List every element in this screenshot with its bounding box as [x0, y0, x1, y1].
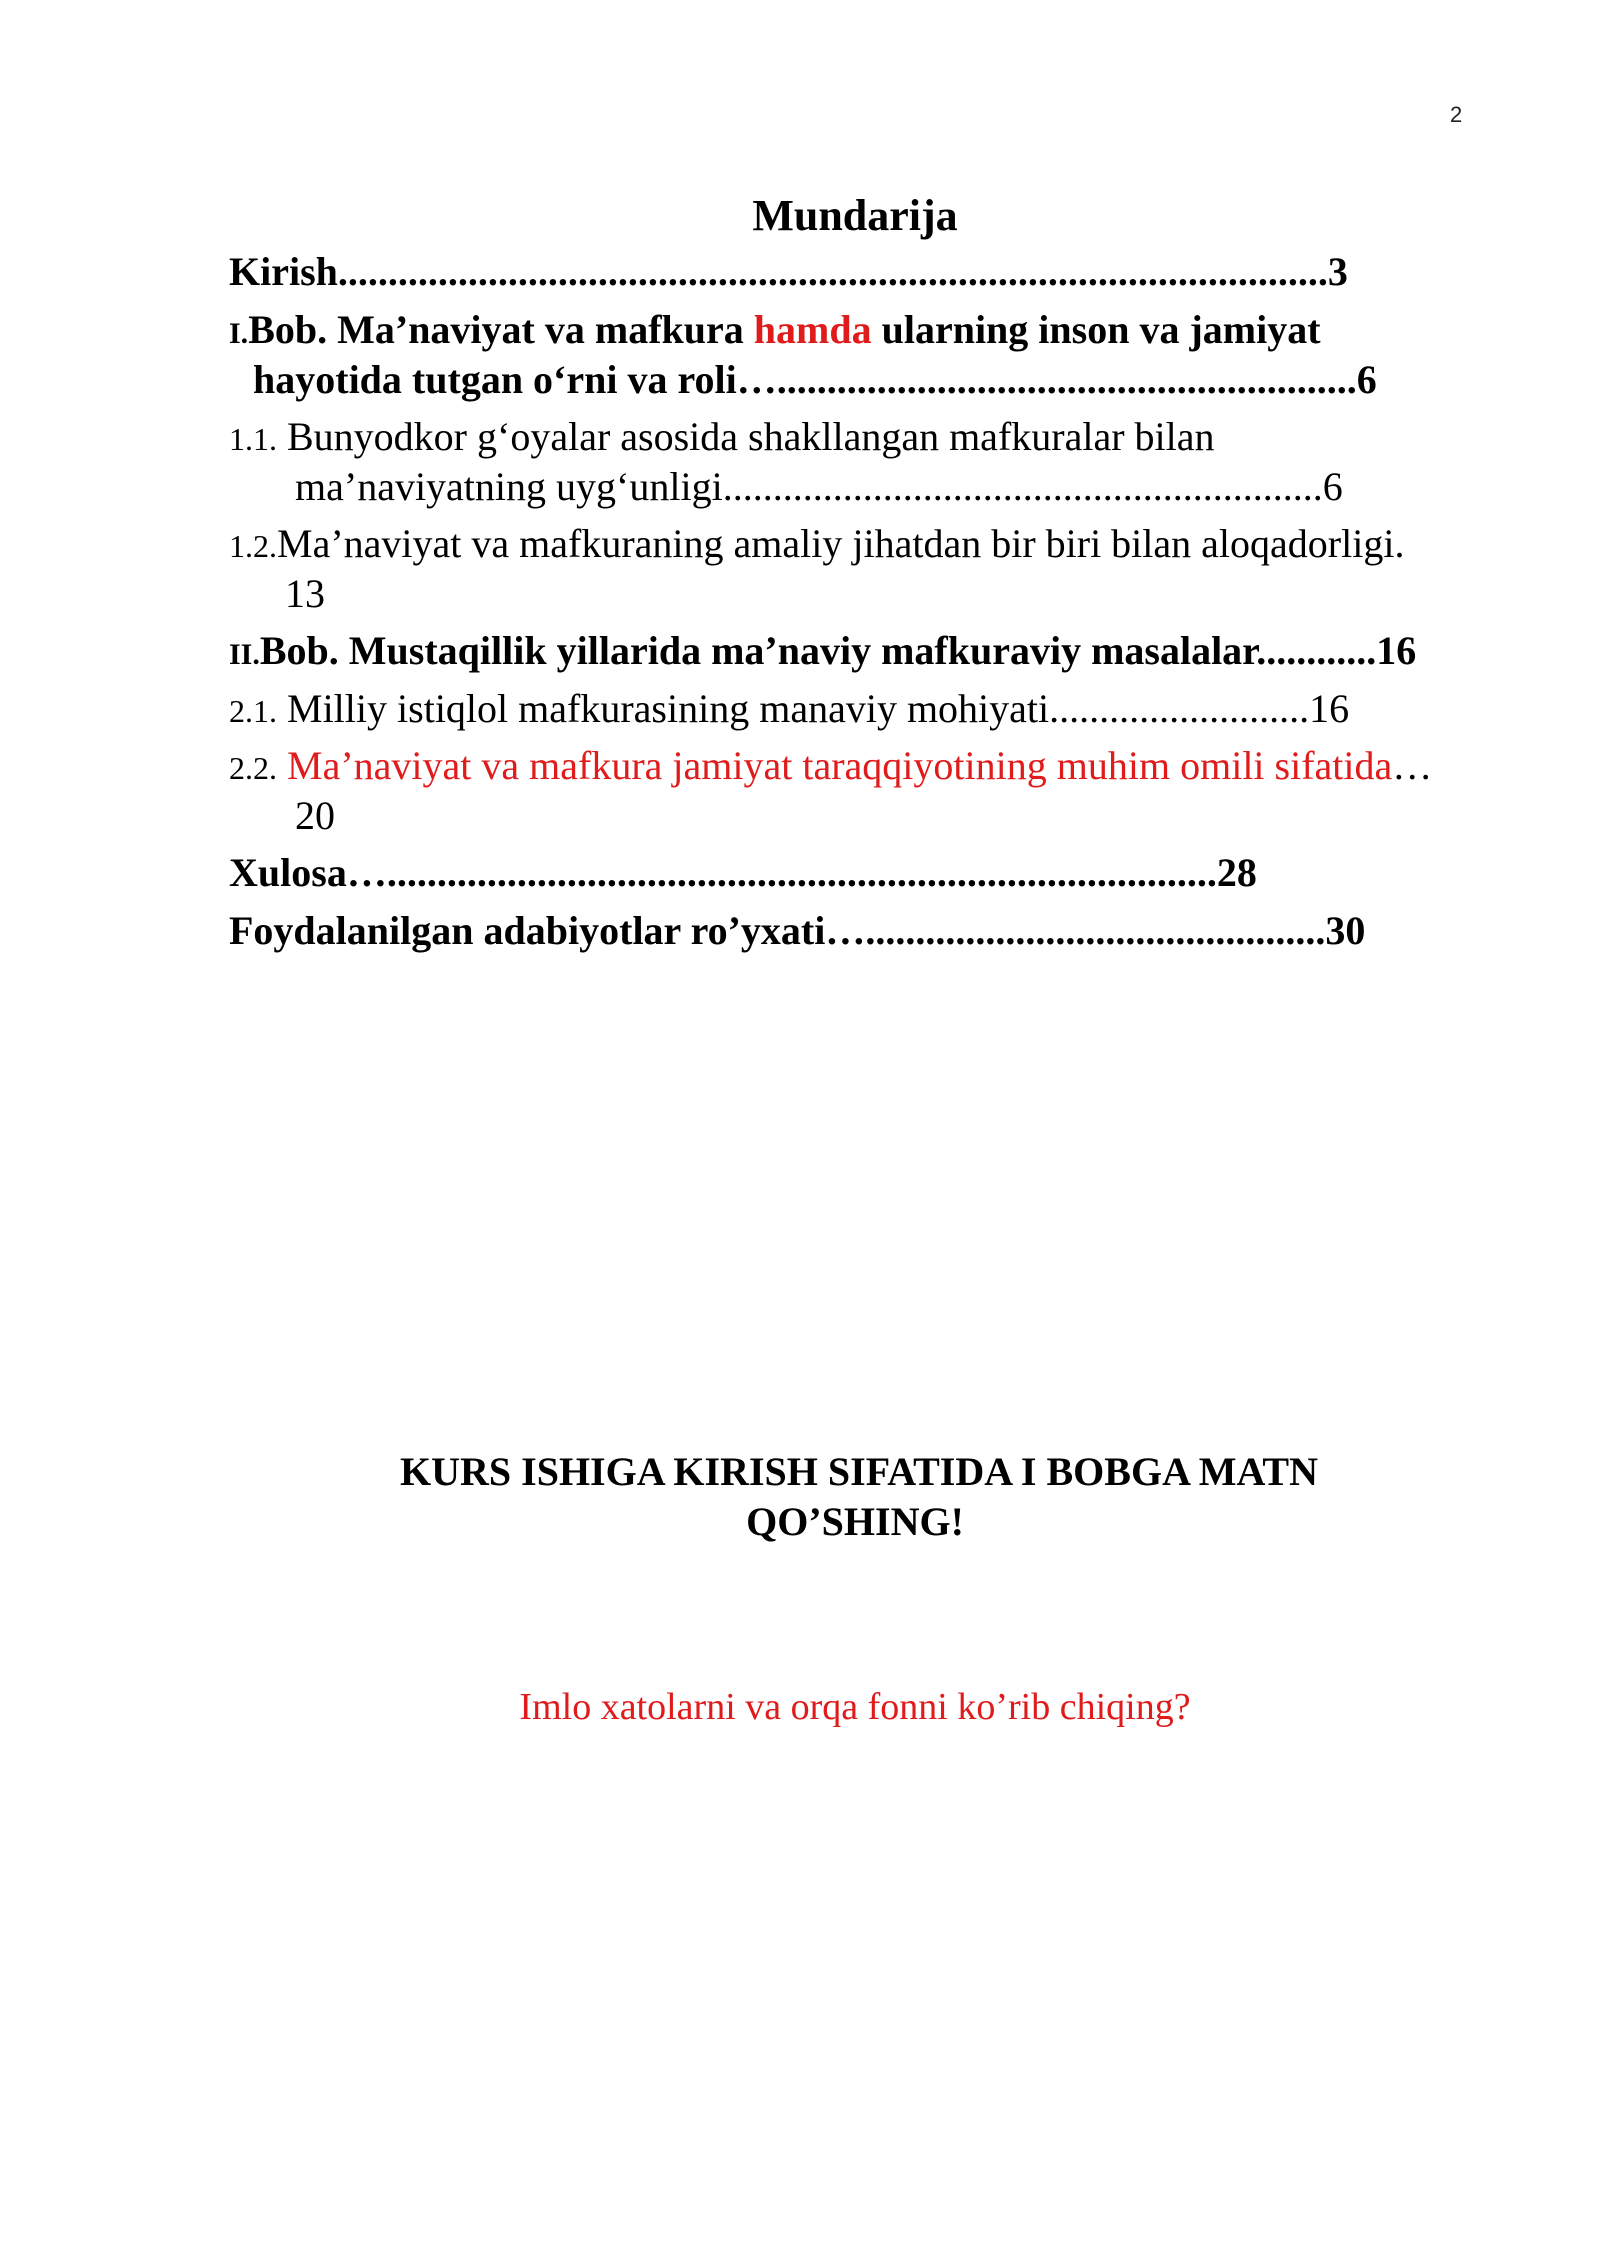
toc-entry-label: Ma’naviyat va mafkuraning amaliy jihatdan bir biri bilan aloqadorligi.	[277, 521, 1405, 566]
toc-entry-label: Kirish	[229, 249, 338, 294]
toc-entry-section-1-1	[229, 412, 1215, 464]
toc-section-number: 1.1.	[229, 421, 277, 457]
page-number: 2	[1450, 102, 1463, 127]
toc-leader: ...................................................................................................	[337, 249, 1328, 294]
notice-heading-line2: QO’SHING!	[746, 1499, 964, 1544]
toc-page-number: 13	[285, 571, 325, 616]
toc-leader: ..............................................	[865, 908, 1326, 953]
toc-entry-label: ma’naviyatning uyg‘unligi	[295, 464, 723, 509]
toc-entry-label: Ma’naviyat va mafkura jamiyat taraqqiyotining muhim omili sifatida	[277, 743, 1393, 788]
toc-entry-bibliography	[229, 906, 1365, 956]
toc-title: Mundarija	[752, 191, 958, 240]
toc-entry-section-1-2	[229, 519, 1404, 571]
toc-leader: ..........................	[1049, 686, 1310, 731]
toc-chapter-roman: I.	[229, 317, 249, 350]
toc-leader: ............	[1256, 628, 1377, 673]
toc-entry-label: Bunyodkor g‘oyalar asosida shakllangan mafkuralar bilan	[277, 414, 1215, 459]
toc-page-number: 6	[1356, 357, 1377, 402]
proofreading-hint: Imlo xatolarni va orqa fonni ko’rib chiqing?	[519, 1686, 1191, 1728]
toc-entry-label: Milliy istiqlol mafkurasining manaviy mohiyati	[277, 686, 1050, 731]
toc-section-number: 1.2.	[229, 528, 277, 564]
toc-entry-xulosa	[229, 848, 1257, 898]
toc-entry-section-2-2-page	[295, 791, 335, 841]
toc-leader: ............................................................	[722, 464, 1323, 509]
toc-page-number: 30	[1325, 908, 1366, 953]
toc-entry-label: hayotida tutgan o‘rni va roli…	[253, 357, 777, 402]
toc-leader: …	[1392, 743, 1433, 788]
toc-page-number: 6	[1322, 464, 1343, 509]
toc-entry-section-2-1	[229, 684, 1349, 736]
toc-entry-chapter-1-line2	[253, 355, 1377, 405]
toc-entry-section-2-2	[229, 741, 1432, 793]
toc-highlighted-word: hamda	[753, 307, 872, 352]
toc-entry-chapter-2	[229, 626, 1416, 680]
toc-section-number: 2.1.	[229, 693, 277, 729]
toc-leader: ...................................................................................	[386, 850, 1217, 895]
toc-entry-kirish	[229, 247, 1348, 297]
notice-heading-line1: KURS ISHIGA KIRISH SIFATIDA I BOBGA MATN	[400, 1449, 1318, 1494]
toc-leader: ..........................................................	[776, 357, 1357, 402]
toc-page-number: 28	[1216, 850, 1257, 895]
toc-entry-label: Bob. Ma’naviyat va mafkura	[248, 307, 754, 352]
toc-page-number: 20	[295, 793, 335, 838]
toc-entry-label: Bob. Mustaqillik yillarida ma’naviy mafkuraviy masalalar	[259, 628, 1257, 673]
toc-entry-section-1-1-line2	[295, 462, 1343, 512]
toc-entry-section-1-2-page	[285, 569, 325, 619]
toc-entry-label: Foydalanilgan adabiyotlar ro’yxati…	[229, 908, 866, 953]
toc-entry-label: Xulosa…	[229, 850, 387, 895]
toc-page-number: 16	[1309, 686, 1350, 731]
toc-entry-chapter-1	[229, 305, 1321, 359]
toc-section-number: 2.2.	[229, 750, 277, 786]
toc-page-number: 3	[1327, 249, 1348, 294]
toc-page-number: 16	[1376, 628, 1417, 673]
toc-chapter-roman: II.	[229, 638, 260, 671]
toc-entry-label-cont: ularning inson va jamiyat	[871, 307, 1321, 352]
